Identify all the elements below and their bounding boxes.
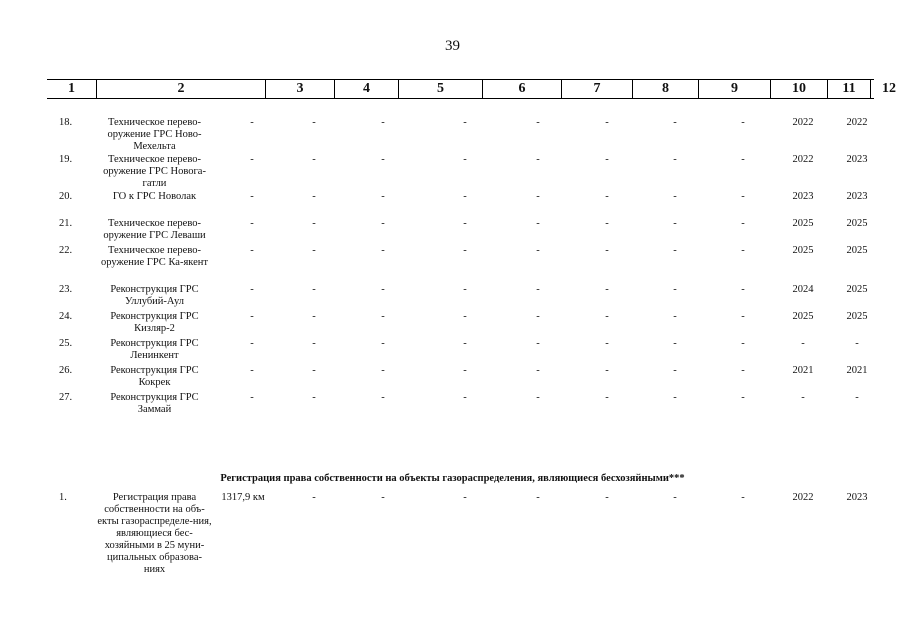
cell-10: - — [741, 365, 745, 376]
cell-9: - — [673, 117, 677, 128]
cell-9: - — [673, 338, 677, 349]
cell-10: - — [741, 154, 745, 165]
col-header-4: 4 — [334, 80, 398, 98]
cell-5: - — [381, 154, 385, 165]
col-header-10: 10 — [770, 80, 827, 98]
row-name: Техническое перево-оружение ГРС Ка-якент — [101, 245, 208, 268]
cell-4: - — [312, 218, 316, 229]
row-name: Техническое перево-оружение ГРС Леваши — [103, 218, 206, 241]
row-number: 19. — [59, 154, 73, 165]
cell-12: 2025 — [846, 245, 868, 256]
cell-12: 2023 — [846, 154, 868, 165]
cell-5: - — [381, 338, 385, 349]
cell-4: - — [312, 154, 316, 165]
cell-9: - — [673, 218, 677, 229]
cell-8: - — [605, 365, 609, 376]
cell-8: - — [605, 218, 609, 229]
row-name: ГО к ГРС Новолак — [112, 191, 197, 202]
col-header-9: 9 — [698, 80, 770, 98]
cell-9: - — [673, 311, 677, 322]
cell-6: - — [463, 392, 467, 403]
cell-9: - — [673, 284, 677, 295]
cell-8: - — [605, 191, 609, 202]
cell-4: - — [312, 338, 316, 349]
row-name: Реконструкция ГРС Кокрек — [110, 365, 199, 388]
cell-11: 2025 — [792, 311, 814, 322]
cell-8: - — [605, 245, 609, 256]
cell-5: - — [381, 117, 385, 128]
col-header-3: 3 — [265, 80, 334, 98]
cell-5: - — [381, 311, 385, 322]
cell-9: - — [673, 365, 677, 376]
cell-12: - — [855, 392, 859, 403]
cell-11: 2021 — [792, 365, 814, 376]
cell-5: - — [381, 191, 385, 202]
row-number: 23. — [59, 284, 73, 295]
cell-6: - — [463, 284, 467, 295]
cell-3: - — [250, 365, 254, 376]
cell-12: 2023 — [846, 191, 868, 202]
cell-5: - — [381, 492, 385, 503]
page-number: 39 — [445, 38, 460, 54]
cell-3: - — [250, 284, 254, 295]
cell-11: 2022 — [792, 492, 814, 503]
cell-6: - — [463, 338, 467, 349]
cell-9: - — [673, 245, 677, 256]
cell-7: - — [536, 218, 540, 229]
cell-7: - — [536, 245, 540, 256]
cell-5: - — [381, 218, 385, 229]
cell-3: - — [250, 311, 254, 322]
cell-6: - — [463, 365, 467, 376]
cell-3: - — [250, 392, 254, 403]
col-header-11: 11 — [827, 80, 870, 98]
row-number: 26. — [59, 365, 73, 376]
row-number: 20. — [59, 191, 73, 202]
cell-9: - — [673, 191, 677, 202]
cell-12: 2022 — [846, 117, 868, 128]
cell-10: - — [741, 492, 745, 503]
cell-4: - — [312, 311, 316, 322]
cell-6: - — [463, 311, 467, 322]
cell-6: - — [463, 117, 467, 128]
row-number: 1. — [59, 492, 67, 503]
cell-7: - — [536, 338, 540, 349]
cell-12: 2021 — [846, 365, 868, 376]
cell-8: - — [605, 338, 609, 349]
cell-9: - — [673, 392, 677, 403]
section-title: Регистрация права собственности на объекты газораспределения, являющиеся бесхозяйными*** — [220, 473, 685, 484]
col-header-7: 7 — [561, 80, 632, 98]
cell-11: 2022 — [792, 154, 814, 165]
cell-12: - — [855, 338, 859, 349]
cell-11: 2024 — [792, 284, 814, 295]
cell-7: - — [536, 365, 540, 376]
cell-3: - — [250, 245, 254, 256]
row-name: Техническое перево-оружение ГРС Новога-гатли — [103, 154, 206, 189]
cell-3: - — [250, 338, 254, 349]
cell-4: - — [312, 392, 316, 403]
cell-12: 2023 — [846, 492, 868, 503]
cell-10: - — [741, 117, 745, 128]
cell-5: - — [381, 245, 385, 256]
cell-3: - — [250, 117, 254, 128]
cell-7: - — [536, 284, 540, 295]
cell-5: - — [381, 392, 385, 403]
cell-4: - — [312, 284, 316, 295]
cell-11: 2023 — [792, 191, 814, 202]
cell-9: - — [673, 492, 677, 503]
cell-11: 2025 — [792, 245, 814, 256]
cell-12: 2025 — [846, 284, 868, 295]
cell-3: - — [250, 218, 254, 229]
row-number: 22. — [59, 245, 73, 256]
table-header — [47, 79, 896, 99]
cell-11: - — [801, 392, 805, 403]
cell-8: - — [605, 311, 609, 322]
cell-6: - — [463, 191, 467, 202]
cell-11: 2022 — [792, 117, 814, 128]
row-name: Техническое перево-оружение ГРС Ново-Мехельта — [107, 117, 202, 152]
row-name: Реконструкция ГРС Кизляр-2 — [110, 311, 199, 334]
cell-3: - — [250, 191, 254, 202]
cell-4: - — [312, 191, 316, 202]
cell-3: - — [250, 154, 254, 165]
cell-7: - — [536, 492, 540, 503]
col-header-12: 12 — [870, 80, 905, 98]
row-name: Реконструкция ГРС Заммай — [110, 392, 199, 415]
cell-10: - — [741, 191, 745, 202]
col-header-8: 8 — [632, 80, 698, 98]
row-number: 18. — [59, 117, 73, 128]
cell-12: 2025 — [846, 311, 868, 322]
cell-10: - — [741, 218, 745, 229]
col-header-5: 5 — [398, 80, 482, 98]
cell-8: - — [605, 492, 609, 503]
cell-10: - — [741, 338, 745, 349]
row-number: 24. — [59, 311, 73, 322]
row-number: 21. — [59, 218, 73, 229]
cell-7: - — [536, 311, 540, 322]
cell-7: - — [536, 191, 540, 202]
cell-7: - — [536, 392, 540, 403]
row-number: 25. — [59, 338, 73, 349]
cell-10: - — [741, 311, 745, 322]
cell-10: - — [741, 284, 745, 295]
col-header-2: 2 — [96, 80, 265, 98]
cell-9: - — [673, 154, 677, 165]
cell-4: - — [312, 245, 316, 256]
cell-10: - — [741, 245, 745, 256]
cell-5: - — [381, 284, 385, 295]
cell-11: 2025 — [792, 218, 814, 229]
col-header-6: 6 — [482, 80, 561, 98]
cell-11: - — [801, 338, 805, 349]
cell-6: - — [463, 218, 467, 229]
cell-8: - — [605, 392, 609, 403]
row-name: Регистрация права собственности на объ-екты газораспределе-ния, являющиеся бес-хозяйными в 25 муни-ципальных образова-ниях — [97, 492, 212, 575]
row-name: Реконструкция ГРС Уллубий-Аул — [110, 284, 199, 307]
cell-3: 1317,9 км — [221, 492, 265, 503]
cell-4: - — [312, 492, 316, 503]
row-number: 27. — [59, 392, 73, 403]
cell-4: - — [312, 365, 316, 376]
cell-6: - — [463, 492, 467, 503]
cell-8: - — [605, 154, 609, 165]
cell-5: - — [381, 365, 385, 376]
cell-7: - — [536, 154, 540, 165]
cell-10: - — [741, 392, 745, 403]
cell-6: - — [463, 245, 467, 256]
cell-6: - — [463, 154, 467, 165]
row-name: Реконструкция ГРС Ленинкент — [110, 338, 199, 361]
cell-8: - — [605, 117, 609, 128]
cell-12: 2025 — [846, 218, 868, 229]
col-header-1: 1 — [68, 81, 75, 96]
cell-4: - — [312, 117, 316, 128]
cell-7: - — [536, 117, 540, 128]
cell-8: - — [605, 284, 609, 295]
